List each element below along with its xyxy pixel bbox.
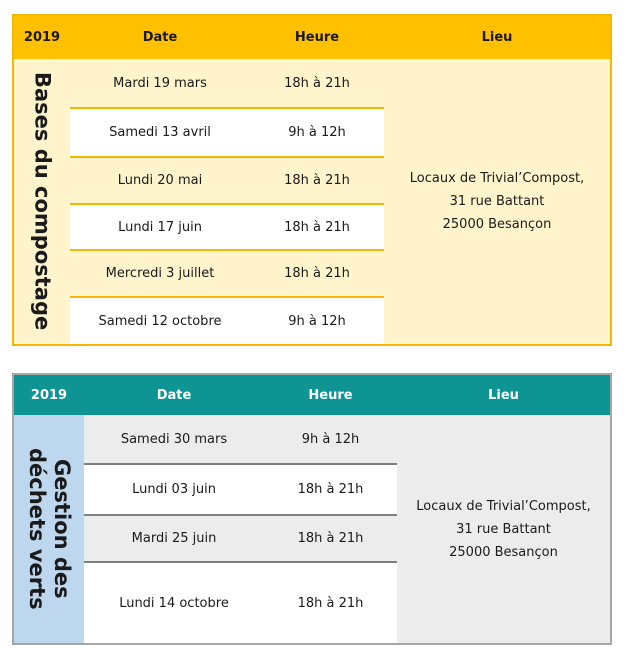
row-heure: 18h à 21h: [284, 219, 350, 235]
header-date: Date: [156, 387, 192, 403]
row-heure: 18h à 21h: [297, 531, 364, 546]
row-heure: 18h à 21h: [284, 266, 350, 281]
row-date: Samedi 13 avril: [109, 125, 211, 140]
table-row: [84, 463, 397, 514]
table-row: [70, 156, 384, 203]
location-line-3: 25000 Besançon: [449, 544, 558, 560]
table-row: [84, 561, 397, 643]
header-heure: Heure: [294, 30, 340, 45]
row-date: Mardi 25 juin: [131, 531, 217, 546]
header-year: 2019: [23, 30, 61, 45]
location-line-1: Locaux de Trivial’Compost,: [409, 171, 585, 186]
table-row: [70, 203, 384, 249]
location-line-3: 25000 Besançon: [442, 217, 552, 232]
location-cell: [397, 415, 610, 643]
section-label: Gestion des déchets verts: [25, 448, 74, 610]
location-line-2: 31 rue Battant: [456, 521, 551, 537]
row-date: Mercredi 3 juillet: [105, 266, 215, 281]
row-date: Lundi 14 octobre: [119, 595, 229, 611]
row-heure: 18h à 21h: [284, 75, 350, 91]
header-date: Date: [142, 30, 178, 45]
location-line-2: 31 rue Battant: [449, 194, 545, 209]
table-row: [70, 249, 384, 296]
table-header: [14, 16, 610, 59]
schedule-table-dechets-verts: [12, 373, 612, 645]
row-date: Mardi 19 mars: [113, 75, 207, 91]
row-date: Samedi 30 mars: [120, 431, 228, 447]
schedule-table-compostage: [12, 14, 612, 346]
section-label-cell: [14, 415, 84, 643]
location-cell: [384, 59, 610, 344]
header-lieu: Lieu: [481, 30, 513, 45]
row-heure: 9h à 12h: [301, 431, 360, 447]
row-date: Lundi 17 juin: [118, 219, 202, 235]
row-heure: 9h à 12h: [288, 125, 346, 140]
row-date: Samedi 12 octobre: [98, 313, 222, 329]
row-date: Lundi 20 mai: [117, 173, 203, 188]
row-date: Lundi 03 juin: [132, 482, 216, 497]
table-row: [84, 415, 397, 463]
table-row: [70, 296, 384, 344]
header-lieu: Lieu: [488, 387, 519, 403]
header-year: 2019: [30, 387, 68, 403]
row-heure: 18h à 21h: [284, 173, 350, 188]
row-heure: 18h à 21h: [297, 482, 364, 497]
table-row: [70, 107, 384, 156]
table-row: [70, 59, 384, 107]
row-heure: 9h à 12h: [288, 313, 346, 329]
table-header: [14, 375, 610, 415]
row-heure: 18h à 21h: [297, 595, 364, 611]
section-label: Bases du compostage: [30, 72, 55, 331]
section-label-cell: [14, 59, 70, 344]
location-line-1: Locaux de Trivial’Compost,: [416, 498, 591, 514]
header-heure: Heure: [308, 387, 353, 403]
table-row: [84, 514, 397, 561]
